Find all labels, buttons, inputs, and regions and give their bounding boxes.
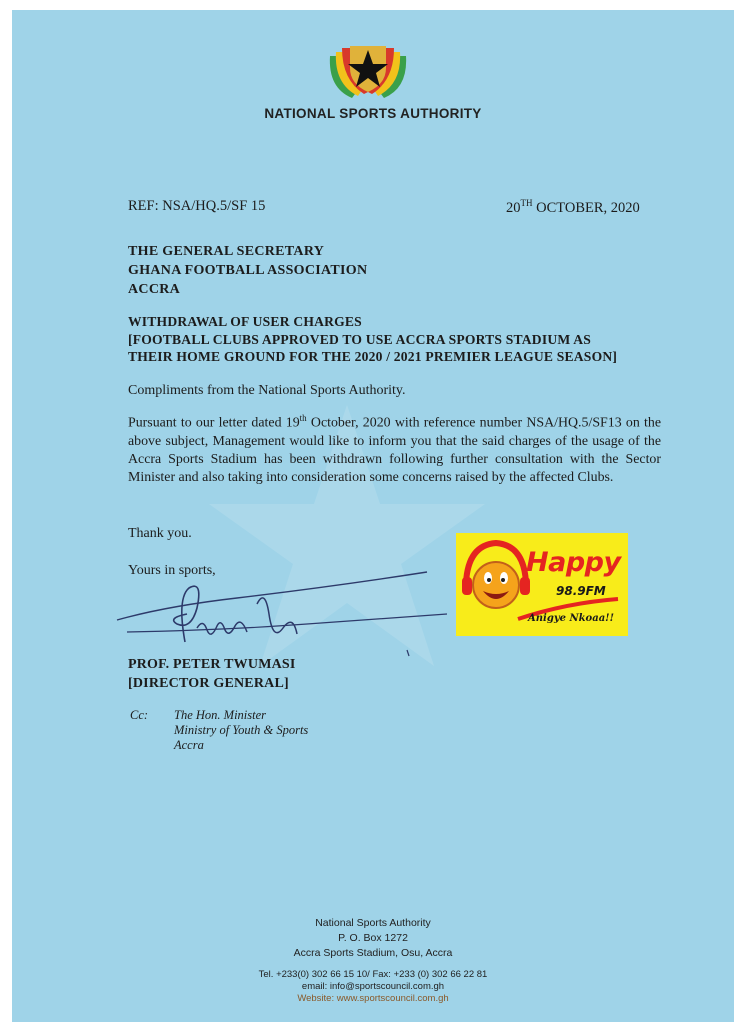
- cc-label: Cc:: [130, 708, 149, 722]
- compliments-line: Compliments from the National Sports Authority.: [128, 383, 406, 398]
- footer-tel: Tel. +233(0) 302 66 15 10/ Fax: +233 (0) 302 66 22 81: [258, 969, 488, 980]
- addressee-line: ACCRA: [128, 282, 181, 297]
- subject-line: THEIR HOME GROUND FOR THE 2020 / 2021 PREMIER LEAGUE SEASON]: [128, 349, 618, 364]
- org-name: NATIONAL SPORTS AUTHORITY: [264, 106, 482, 121]
- footer-line: National Sports Authority: [315, 917, 431, 929]
- letter-page: [12, 10, 734, 1022]
- footer-email: email: info@sportscouncil.com.gh: [301, 981, 445, 992]
- closing-line: Yours in sports,: [128, 563, 216, 578]
- reference-number: REF: NSA/HQ.5/SF 15: [128, 198, 266, 214]
- subject-line: [FOOTBALL CLUBS APPROVED TO USE ACCRA SPORTS STADIUM AS: [128, 331, 591, 347]
- body-sup: th: [299, 413, 307, 423]
- cc-line: Accra: [174, 738, 204, 752]
- thanks-line: Thank you.: [128, 526, 192, 541]
- footer-website: Website: www.sportscouncil.com.gh: [297, 993, 449, 1004]
- body-part-1: Pursuant to our letter dated 19: [128, 415, 300, 431]
- radio-station-logo: [456, 533, 628, 636]
- body-paragraph: [128, 409, 661, 487]
- letter-footer: [12, 916, 734, 1005]
- date-rest: OCTOBER, 2020: [532, 199, 640, 216]
- date-day: 20: [506, 199, 521, 216]
- signatory-title: [DIRECTOR GENERAL]: [128, 676, 289, 691]
- radio-name: Happy: [526, 547, 621, 578]
- addressee-block: [128, 242, 367, 299]
- signatory-name: PROF. PETER TWUMASI: [128, 657, 296, 672]
- signature-icon: [107, 558, 467, 658]
- radio-frequency: 98.9FM: [556, 584, 606, 598]
- body-part-2: October, 2020 with reference number NSA/HQ.5/SF13 on the above subject, Management would like to inform you that the said charges of the usage of the Accra Sports Stadium has been withdrawn following further consultation with the Sector Minister and also taking into consideration some concerns raised by the affected Clubs.: [128, 415, 661, 485]
- date-suffix: TH: [520, 198, 533, 208]
- subject-line: WITHDRAWAL OF USER CHARGES: [128, 314, 362, 329]
- letter-date: [506, 198, 640, 217]
- subject-block: [128, 313, 658, 366]
- cc-recipients: [174, 708, 308, 753]
- footer-line: Accra Sports Stadium, Osu, Accra: [293, 947, 453, 959]
- cc-line: The Hon. Minister: [174, 708, 267, 722]
- footer-line: P. O. Box 1272: [338, 932, 408, 944]
- ghana-black-star-logo-icon: [322, 38, 414, 104]
- addressee-line: THE GENERAL SECRETARY: [128, 244, 325, 259]
- radio-tagline: Anigye Nkoaa!!: [528, 613, 614, 624]
- addressee-line: GHANA FOOTBALL ASSOCIATION: [128, 263, 368, 278]
- signatory-block: [128, 655, 296, 693]
- cc-line: Ministry of Youth & Sports: [174, 723, 309, 737]
